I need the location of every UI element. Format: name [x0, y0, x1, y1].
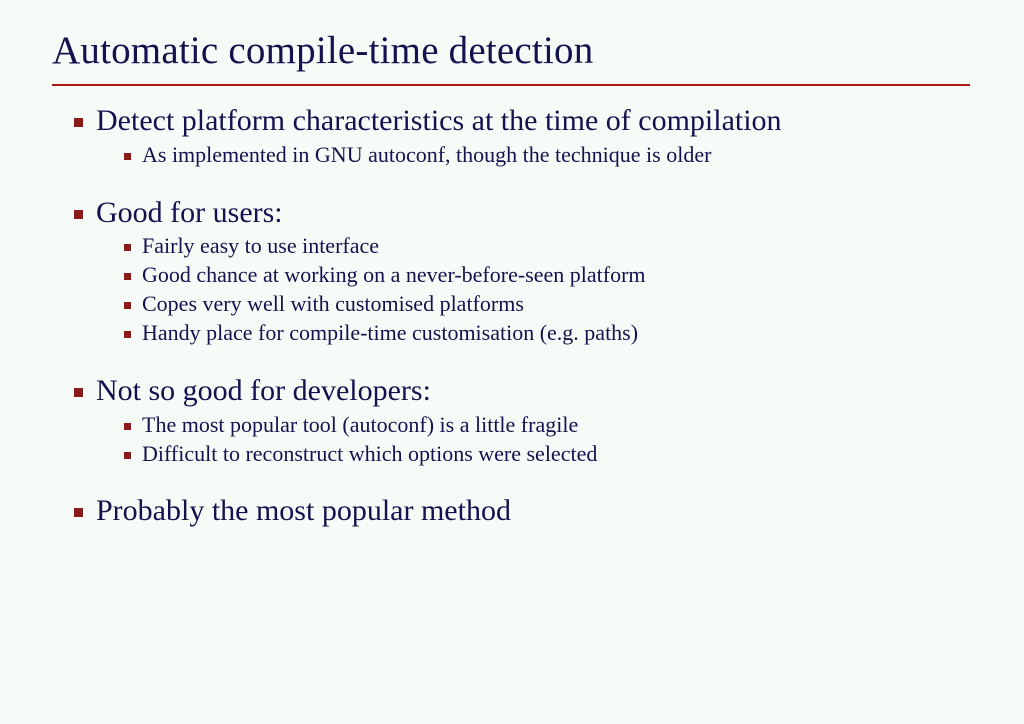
bullet-group: [52, 196, 992, 346]
spacer: [52, 186, 992, 196]
square-bullet-icon: [124, 452, 131, 459]
list-item-label: Probably the most popular method: [96, 494, 511, 528]
bullet-group: [52, 104, 992, 168]
list-item-label: The most popular tool (autoconf) is a little fragile: [142, 411, 579, 437]
list-item: [52, 142, 992, 168]
spacer: [52, 484, 992, 494]
list-item: [52, 291, 992, 317]
sub-list: [52, 233, 992, 346]
square-bullet-icon: [124, 153, 131, 160]
list-item-label: Not so good for developers:: [96, 373, 431, 407]
list-item: [52, 262, 992, 288]
list-item: [52, 494, 992, 528]
list-item: [52, 441, 992, 467]
square-bullet-icon: [124, 244, 131, 251]
list-item-label: Good chance at working on a never-before-seen platform: [142, 262, 646, 288]
bullet-group: [52, 494, 992, 528]
list-item: [52, 104, 992, 138]
square-bullet-icon: [124, 273, 131, 280]
list-item-label: Good for users:: [96, 195, 283, 229]
square-bullet-icon: [124, 423, 131, 430]
square-bullet-icon: [74, 118, 83, 127]
sub-list: [52, 142, 992, 168]
list-item: [52, 320, 992, 346]
list-item-label: Handy place for compile-time customisation (e.g. paths): [142, 320, 639, 345]
square-bullet-icon: [74, 210, 83, 219]
title-divider: [52, 84, 970, 86]
list-item: [52, 233, 992, 259]
list-item-label: Detect platform characteristics at the time of compilation: [96, 104, 782, 137]
list-item-label: As implemented in GNU autoconf, though the technique is older: [142, 141, 712, 167]
slide-content: [52, 104, 992, 546]
square-bullet-icon: [74, 508, 83, 517]
list-item: [52, 412, 992, 438]
sub-list: [52, 412, 992, 467]
list-item-label: Difficult to reconstruct which options were selected: [142, 440, 598, 466]
list-item-label: Copes very well with customised platforms: [142, 291, 524, 317]
square-bullet-icon: [74, 388, 83, 397]
bullet-group: [52, 374, 992, 467]
list-item-label: Fairly easy to use interface: [142, 233, 380, 259]
list-item: [52, 196, 992, 230]
square-bullet-icon: [124, 331, 131, 338]
page-title: Automatic compile-time detection: [52, 29, 594, 72]
list-item: [52, 374, 992, 408]
spacer: [52, 364, 992, 374]
square-bullet-icon: [124, 302, 131, 309]
